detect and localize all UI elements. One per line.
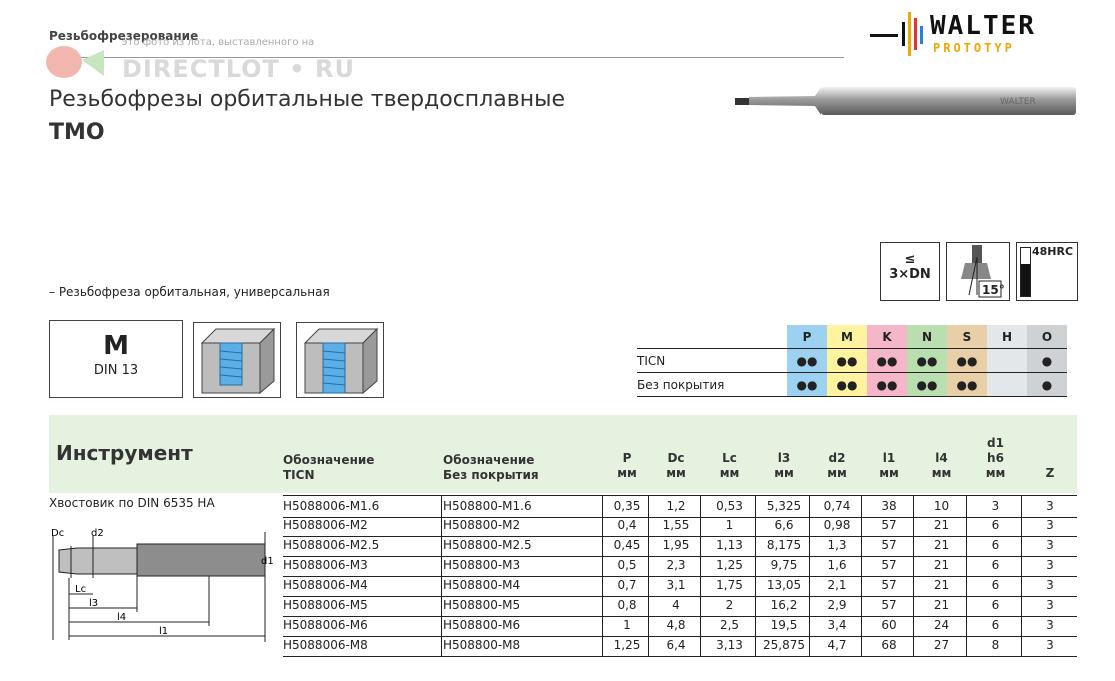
table-cell: 19,5 <box>770 618 798 632</box>
column-header-line: TICN <box>283 468 315 482</box>
cell-divider <box>441 615 442 636</box>
column-header-line: мм <box>774 466 794 480</box>
table-cell: 57 <box>881 538 897 552</box>
cell-divider <box>441 555 442 576</box>
table-cell: 1,2 <box>666 499 686 513</box>
column-header-line: мм <box>666 466 686 480</box>
column-header-line <box>863 436 915 451</box>
table-cell: 3 <box>1046 598 1054 612</box>
cell-divider <box>700 535 701 556</box>
table-cell: 10 <box>933 499 950 513</box>
coating-label: TICN <box>637 353 666 368</box>
material-rating: ● <box>1027 373 1067 397</box>
cell-divider <box>441 595 442 616</box>
depth-spec-icon <box>880 242 940 301</box>
cell-divider <box>602 635 603 656</box>
table-row <box>283 555 1077 577</box>
material-o: O <box>1027 325 1067 349</box>
cell-divider <box>602 535 603 556</box>
table-cell: 2,1 <box>827 578 847 592</box>
cell-divider <box>1021 496 1022 517</box>
dim-l3: l3 <box>89 598 99 609</box>
table-cell: 0,98 <box>823 518 851 532</box>
cell-divider <box>966 555 967 576</box>
cell-divider <box>861 635 862 656</box>
column-header <box>604 436 650 481</box>
dim-l4: l4 <box>117 612 127 623</box>
column-header-line: l4 <box>935 451 948 465</box>
material-rating: ●● <box>947 349 987 373</box>
table-cell: 6 <box>991 578 1000 592</box>
cell-divider <box>809 595 810 616</box>
table-cell: 2,5 <box>719 618 740 632</box>
cell-divider <box>966 595 967 616</box>
table-cell: 5,325 <box>766 499 802 513</box>
material-rating: ●● <box>947 373 987 397</box>
table-cell: 3,1 <box>666 578 686 592</box>
cell-divider <box>700 575 701 596</box>
column-header-line: Dc <box>667 451 685 465</box>
logo-sub: PROTOTYP <box>933 41 1015 55</box>
page-subtitle: TMO <box>49 120 105 145</box>
table-cell: 2,3 <box>666 558 686 572</box>
table-cell: 13,05 <box>766 578 802 592</box>
cell-divider <box>913 575 914 596</box>
table-cell: 1,3 <box>827 538 847 552</box>
cell-divider <box>648 595 649 616</box>
cell-divider <box>1021 515 1022 536</box>
table-cell: 6 <box>991 518 1000 532</box>
cell-divider <box>755 535 756 556</box>
cell-divider <box>1021 615 1022 636</box>
cell-divider <box>913 496 914 517</box>
cell-divider <box>966 575 967 596</box>
table-cell: H508800-M8 <box>443 638 521 652</box>
table-cell: 21 <box>933 598 950 612</box>
material-rating: ●● <box>787 349 827 373</box>
column-header-line: l3 <box>777 451 791 465</box>
table-cell: 0,74 <box>823 499 851 513</box>
table-cell: H5088006-M2.5 <box>283 538 380 552</box>
column-header-line: d1 <box>987 436 1004 450</box>
table-cell: H508800-M4 <box>443 578 521 592</box>
cell-divider <box>913 615 914 636</box>
table-cell: 57 <box>881 578 897 592</box>
depth-bottom: 3×DN <box>889 267 931 282</box>
cell-divider <box>700 615 701 636</box>
table-row <box>283 535 1077 557</box>
cell-divider <box>648 555 649 576</box>
table-cell: 3 <box>1046 638 1054 652</box>
cell-divider <box>861 615 862 636</box>
column-header-line <box>1023 436 1077 451</box>
table-cell: 57 <box>881 558 897 572</box>
cell-divider <box>648 515 649 536</box>
coating-label: Без покрытия <box>637 377 725 392</box>
cell-divider <box>755 575 756 596</box>
table-cell: 25,875 <box>763 638 805 652</box>
material-h: H <box>987 325 1027 349</box>
cell-divider <box>602 615 603 636</box>
dim-dc: Dc <box>51 528 65 539</box>
thread-block-icon <box>297 323 383 397</box>
material-m: M <box>827 325 867 349</box>
material-rating <box>987 349 1027 373</box>
cell-divider <box>755 515 756 536</box>
column-header-line <box>650 436 702 451</box>
column-header-line <box>915 436 968 451</box>
cell-divider <box>700 595 701 616</box>
cell-divider <box>1021 555 1022 576</box>
table-cell: 6 <box>991 558 1000 572</box>
cell-divider <box>861 515 862 536</box>
table-cell: 1,95 <box>662 538 690 552</box>
dim-lc: Lc <box>75 584 87 595</box>
material-rating: ●● <box>787 373 827 397</box>
cell-divider <box>441 496 442 517</box>
material-rating: ●● <box>867 349 907 373</box>
walter-logo <box>870 8 1080 58</box>
hardness-spec-icon <box>1016 242 1078 301</box>
watermark-logo-icon <box>42 40 112 90</box>
table-cell: 0,7 <box>617 578 637 592</box>
column-header-line: Lc <box>722 451 737 465</box>
table-cell: 21 <box>933 518 950 532</box>
cell-divider <box>966 635 967 656</box>
cell-divider <box>1021 535 1022 556</box>
cell-divider <box>809 555 810 576</box>
table-cell: 2 <box>725 598 734 612</box>
table-cell: H5088006-M2 <box>283 518 368 532</box>
table-cell: H508800-M2.5 <box>443 538 532 552</box>
table-cell: 0,35 <box>613 499 641 513</box>
table-cell: H5088006-M5 <box>283 598 368 612</box>
cell-divider <box>913 595 914 616</box>
table-cell: 0,4 <box>617 518 637 532</box>
table-cell: 2,9 <box>827 598 847 612</box>
cell-divider <box>966 535 967 556</box>
cell-divider <box>809 575 810 596</box>
material-rating: ● <box>1027 349 1067 373</box>
material-rating: ●● <box>907 373 947 397</box>
cell-divider <box>648 535 649 556</box>
table-row <box>283 635 1077 657</box>
table-cell: 0,53 <box>716 499 743 513</box>
material-table <box>637 325 1067 397</box>
table-cell: H508800-M6 <box>443 618 521 632</box>
tool-dimension-diagram <box>49 522 279 647</box>
table-cell: 0,8 <box>617 598 637 612</box>
column-header <box>1023 436 1077 481</box>
table-cell: H5088006-M1.6 <box>283 499 380 513</box>
table-cell: 8,175 <box>766 538 802 552</box>
table-cell: 3 <box>1046 499 1054 513</box>
cell-divider <box>861 595 862 616</box>
table-cell: 38 <box>881 499 897 513</box>
material-rating: ●● <box>827 349 867 373</box>
table-cell: 3 <box>1046 538 1054 552</box>
cell-divider <box>913 555 914 576</box>
cell-divider <box>861 575 862 596</box>
column-header-line: Z <box>1045 466 1055 480</box>
table-cell: 3,4 <box>827 618 847 632</box>
table-cell: 4 <box>672 598 680 612</box>
cell-divider <box>861 535 862 556</box>
cell-divider <box>700 496 701 517</box>
column-header-line <box>757 436 811 451</box>
column-header-line <box>604 436 650 451</box>
cell-divider <box>755 555 756 576</box>
cell-divider <box>441 535 442 556</box>
table-cell: 57 <box>881 518 897 532</box>
logo-name: WALTER <box>930 11 1036 41</box>
table-cell: H5088006-M6 <box>283 618 368 632</box>
column-header-line: мм <box>931 466 952 480</box>
cell-divider <box>755 496 756 517</box>
table-cell: H5088006-M3 <box>283 558 368 572</box>
cell-divider <box>966 496 967 517</box>
material-rating: ●● <box>827 373 867 397</box>
column-header <box>702 436 757 481</box>
blind-hole-thread-icon <box>296 322 384 398</box>
column-header-line: h6 <box>987 451 1004 465</box>
cell-divider <box>809 515 810 536</box>
table-cell: 3 <box>1046 618 1054 632</box>
cell-divider <box>913 515 914 536</box>
cell-divider <box>648 575 649 596</box>
cell-divider <box>966 515 967 536</box>
table-cell: 6,6 <box>774 518 794 532</box>
table-cell: H5088006-M4 <box>283 578 368 592</box>
cell-divider <box>861 555 862 576</box>
cell-divider <box>755 635 756 656</box>
table-cell: 3 <box>991 499 1000 513</box>
table-cell: 1,6 <box>827 558 847 572</box>
table-cell: 21 <box>933 538 950 552</box>
table-cell: 1,25 <box>613 638 641 652</box>
cell-divider <box>755 595 756 616</box>
table-cell: 21 <box>933 558 950 572</box>
watermark-text: это фото из лота, выставленного на <box>122 37 315 48</box>
column-header-line: P <box>622 451 632 465</box>
material-k: K <box>867 325 907 349</box>
table-cell: 1 <box>623 618 631 632</box>
table-cell: 9,75 <box>770 558 798 572</box>
table-cell: 21 <box>933 578 950 592</box>
cell-divider <box>861 496 862 517</box>
table-row <box>283 615 1077 637</box>
angle-spec-icon <box>946 242 1010 301</box>
table-cell: 1,55 <box>662 518 690 532</box>
table-cell: 3 <box>1046 518 1054 532</box>
cell-divider <box>1021 635 1022 656</box>
column-header-line: мм <box>617 466 637 480</box>
column-header-line: Без покрытия <box>443 468 539 482</box>
material-rating: ●● <box>867 373 907 397</box>
table-cell: 1,25 <box>716 558 743 572</box>
column-header-line: мм <box>827 466 847 480</box>
cell-divider <box>1021 595 1022 616</box>
thread-type-box <box>49 320 183 398</box>
section-title: Резьбофрезерование <box>49 29 199 43</box>
material-p: P <box>787 325 827 349</box>
hardness-gauge <box>1020 247 1031 297</box>
column-header-line: Обозначение <box>443 453 535 467</box>
tool-image <box>735 83 1080 119</box>
table-cell: 3 <box>1046 558 1054 572</box>
table-cell: 6 <box>991 618 1000 632</box>
table-cell: 24 <box>933 618 950 632</box>
cell-divider <box>809 535 810 556</box>
table-cell: 1,75 <box>716 578 743 592</box>
angle-value: 15° <box>982 283 1005 297</box>
table-cell: H5088006-M8 <box>283 638 368 652</box>
column-header <box>863 436 915 481</box>
table-cell: 16,2 <box>770 598 798 612</box>
table-cell: 8 <box>991 638 1000 652</box>
cell-divider <box>700 515 701 536</box>
tool-description: – Резьбофреза орбитальная, универсальная <box>49 285 330 299</box>
table-cell: 3 <box>1046 578 1054 592</box>
column-header-line: Обозначение <box>283 453 375 467</box>
cell-divider <box>648 615 649 636</box>
thread-standard: DIN 13 <box>93 363 139 378</box>
column-header-line: мм <box>879 466 899 480</box>
table-cell: 6 <box>991 538 1000 552</box>
cell-divider <box>648 496 649 517</box>
cell-divider <box>441 515 442 536</box>
cell-divider <box>602 555 603 576</box>
column-header <box>650 436 702 481</box>
cell-divider <box>809 635 810 656</box>
cell-divider <box>441 575 442 596</box>
column-header-line: l1 <box>882 451 896 465</box>
watermark-brand: DIRECTLOT • RU <box>122 55 355 83</box>
dim-d2: d2 <box>91 528 104 539</box>
table-cell: 4,7 <box>827 638 847 652</box>
cell-divider <box>913 635 914 656</box>
table-cell: 1,13 <box>716 538 743 552</box>
cell-divider <box>602 595 603 616</box>
column-header <box>283 453 443 483</box>
dim-d1: d1 <box>261 556 274 567</box>
cell-divider <box>1021 575 1022 596</box>
cell-divider <box>602 496 603 517</box>
table-cell: H508800-M5 <box>443 598 521 612</box>
cell-divider <box>602 515 603 536</box>
table-cell: 6,4 <box>666 638 686 652</box>
table-cell: 4,8 <box>666 618 686 632</box>
table-cell: H508800-M1.6 <box>443 499 532 513</box>
column-header <box>915 436 968 481</box>
column-header-line <box>702 436 757 451</box>
cell-divider <box>809 615 810 636</box>
thread-type: M <box>103 331 129 361</box>
cell-divider <box>809 496 810 517</box>
column-header <box>968 436 1023 481</box>
table-cell: 60 <box>881 618 897 632</box>
cell-divider <box>913 535 914 556</box>
column-header <box>811 436 863 481</box>
cell-divider <box>441 635 442 656</box>
column-header <box>443 453 604 483</box>
logo-bars-icon <box>870 8 930 58</box>
cell-divider <box>700 555 701 576</box>
tool-engraving: WALTER <box>1000 97 1036 107</box>
page-title: Резьбофрезы орбитальные твердосплавные <box>49 87 565 112</box>
column-header-line: мм <box>719 466 740 480</box>
material-s: S <box>947 325 987 349</box>
material-n: N <box>907 325 947 349</box>
column-header-line: мм <box>985 466 1006 480</box>
table-cell: 27 <box>933 638 950 652</box>
table-cell: 68 <box>881 638 897 652</box>
depth-top: ≤ <box>904 252 916 267</box>
table-heading: Инструмент <box>56 441 193 465</box>
thread-block-icon <box>194 323 280 397</box>
table-cell: H508800-M3 <box>443 558 521 572</box>
cell-divider <box>700 635 701 656</box>
table-cell: 0,45 <box>613 538 641 552</box>
through-hole-thread-icon <box>193 322 281 398</box>
column-header <box>757 436 811 481</box>
material-rating <box>987 373 1027 397</box>
dim-l1: l1 <box>159 626 169 637</box>
cell-divider <box>602 575 603 596</box>
table-cell: 1 <box>725 518 734 532</box>
table-row <box>283 575 1077 597</box>
shank-label: Хвостовик по DIN 6535 HA <box>49 496 215 510</box>
column-header-line <box>1023 451 1077 466</box>
table-cell: 3,13 <box>716 638 743 652</box>
table-row <box>283 515 1077 537</box>
table-cell: 0,5 <box>617 558 637 572</box>
table-cell: H508800-M2 <box>443 518 521 532</box>
table-cell: 6 <box>991 598 1000 612</box>
cell-divider <box>648 635 649 656</box>
table-row <box>283 595 1077 617</box>
hardness-value: 48HRC <box>1032 245 1074 258</box>
table-cell: 57 <box>881 598 897 612</box>
cell-divider <box>755 615 756 636</box>
cell-divider <box>966 615 967 636</box>
column-header-line: d2 <box>828 451 846 465</box>
column-header-line <box>811 436 863 451</box>
material-rating: ●● <box>907 349 947 373</box>
